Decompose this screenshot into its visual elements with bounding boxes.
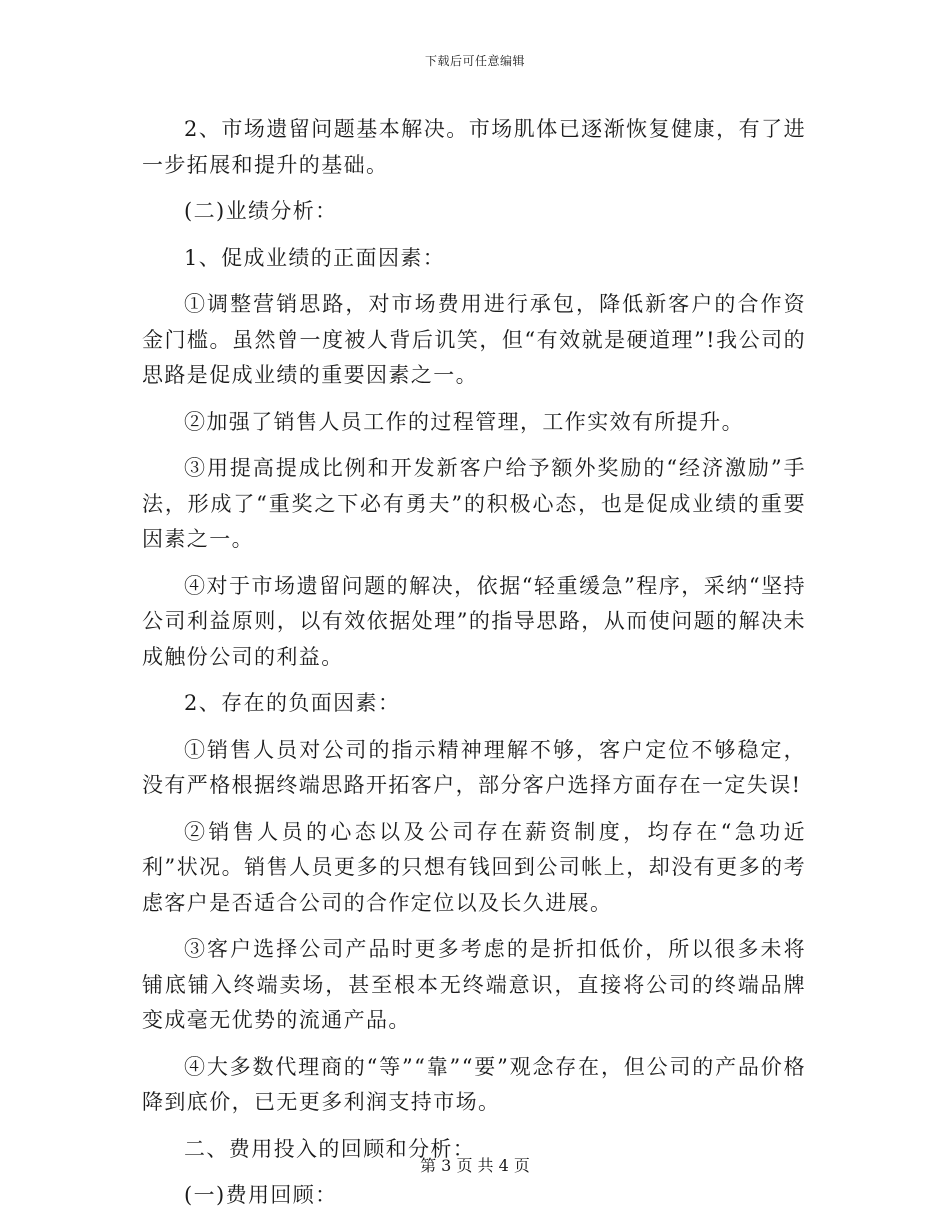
paragraph: 2、市场遗留问题基本解决。市场肌体已逐渐恢复健康，有了进一步拓展和提升的基础。 (142, 117, 806, 177)
paragraph: ④大多数代理商的“等”“靠”“要”观念存在，但公司的产品价格降到底价，已无更多利润支持市场。 (142, 1054, 806, 1114)
section-heading: (一)费用回顾： (184, 1183, 338, 1207)
section-heading: 二、费用投入的回顾和分析： (184, 1136, 476, 1161)
paragraph: ③用提高提成比例和开发新客户给予额外奖励的“经济激励”手法，形成了“重奖之下必有勇夫”的积极心态，也是促成业绩的重要因素之一。 (142, 456, 806, 551)
section-heading: (二)业绩分析： (184, 199, 338, 223)
page-header: 下载后可任意编辑 (424, 54, 525, 68)
paragraph: ④对于市场遗留问题的解决，依据“轻重缓急”程序，采纳“坚持公司利益原则，以有效依据处理”的指导思路，从而使问题的解决未成触份公司的利益。 (142, 573, 806, 669)
subsection-heading: 1、促成业绩的正面因素： (184, 245, 446, 270)
paragraph: ①调整营销思路，对市场费用进行承包，降低新客户的合作资金门槛。虽然曾一度被人背后讥笑，但“有效就是硬道理”!我公司的思路是促成业绩的重要因素之一。 (142, 292, 806, 387)
document-body (142, 112, 806, 1214)
paragraph: ②加强了销售人员工作的过程管理，工作实效有所提升。 (184, 409, 744, 434)
paragraph: ③客户选择公司产品时更多考虑的是折扣低价，所以很多未将铺底铺入终端卖场，甚至根本无终端意识，直接将公司的终端品牌变成毫无优势的流通产品。 (142, 937, 806, 1032)
subsection-heading: 2、存在的负面因素： (184, 691, 401, 715)
page-footer: 第 3 页 共 4 页 (420, 1156, 530, 1175)
paragraph: ①销售人员对公司的指示精神理解不够，客户定位不够稳定，没有严格根据终端思路开拓客户，部分客户选择方面存在一定失误! (142, 737, 806, 797)
paragraph: ②销售人员的心态以及公司存在薪资制度，均存在“急功近利”状况。销售人员更多的只想有钱回到公司帐上，却没有更多的考虑客户是否适合公司的合作定位以及长久进展。 (142, 819, 806, 915)
